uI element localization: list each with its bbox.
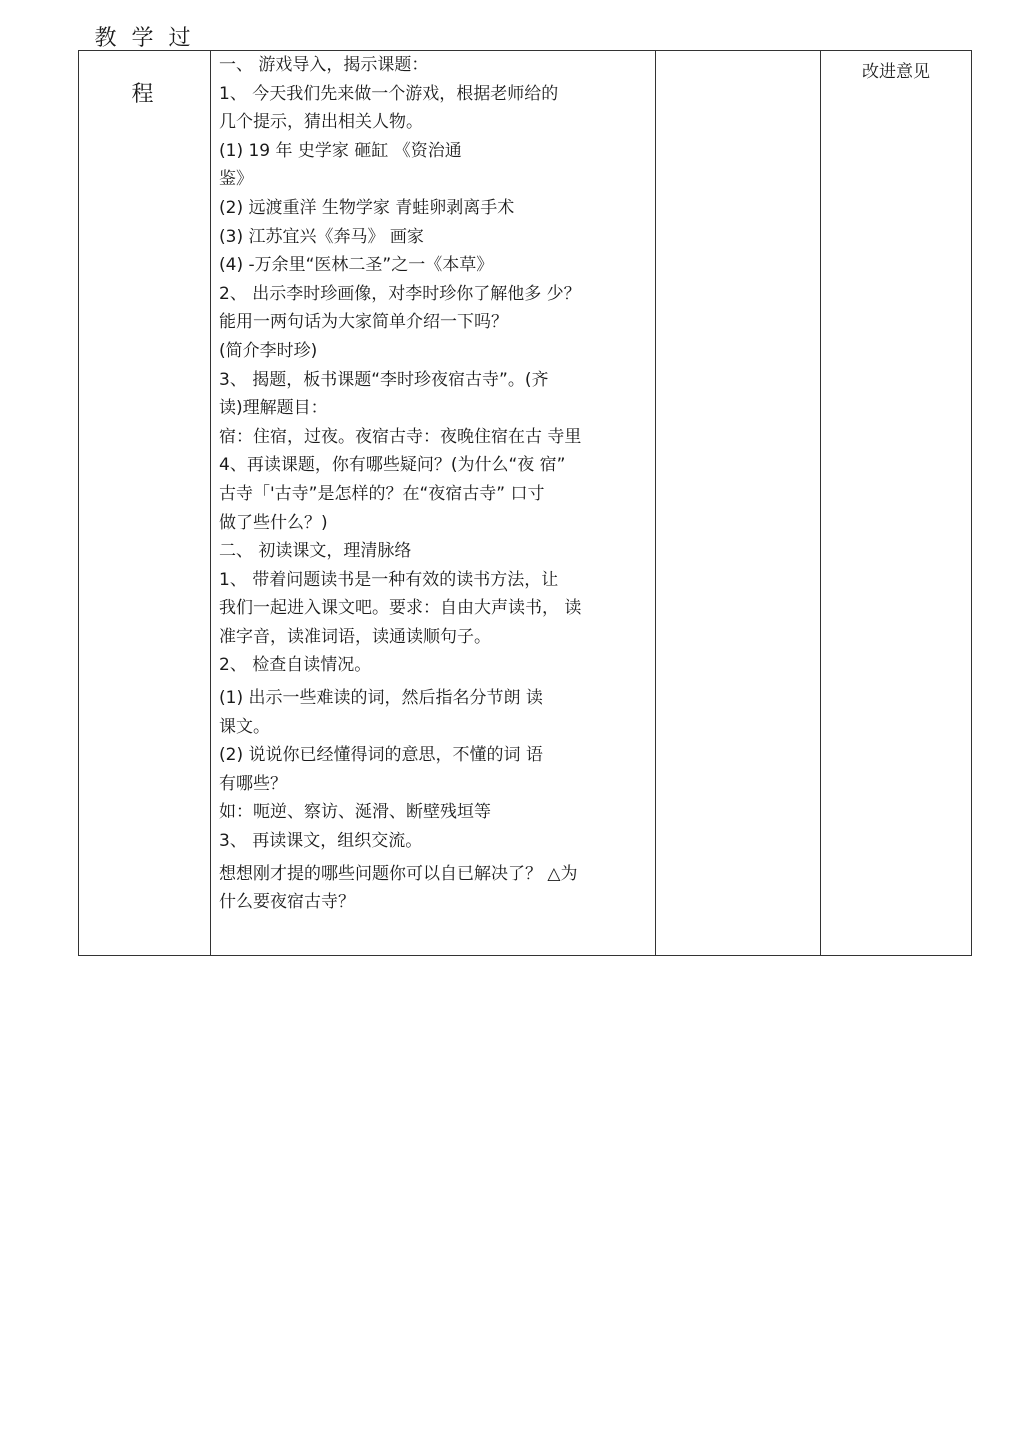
content-line: 宿：住宿，过夜。夜宿古寺：夜晚住宿在古 寺里	[219, 426, 582, 447]
content-line: 能用一两句话为大家简单介绍一下吗？	[219, 312, 508, 333]
content-line: 4、再读课题，你有哪些疑问？(为什么“夜 宿”	[219, 455, 566, 476]
content-line: (4) -万余里“医林二圣”之一《本草》	[219, 255, 494, 276]
content-line: 古寺「'古寺”是怎样的？在“夜宿古寺” 口寸	[219, 483, 545, 504]
teaching-content-cell	[211, 51, 656, 956]
content-line: 想想刚才提的哪些问题你可以自已解决了？ △为	[219, 863, 578, 884]
teaching-content	[211, 51, 655, 917]
content-line: 3、 再读课文，组织交流。	[219, 831, 423, 852]
content-line: (2) 远渡重洋 生物学家 青蛙卵剥离手术	[219, 197, 515, 218]
content-line: (1) 出示一些难读的词，然后指名分节朗 读	[219, 688, 543, 709]
content-line: 读)理解题目：	[219, 398, 328, 419]
section-label-line1: 教 学 过	[94, 26, 195, 51]
content-line: 什么要夜宿古寺？	[219, 892, 355, 913]
content-line: 准字音，读准词语，读通读顺句子。	[219, 626, 491, 647]
content-line: 做了些什么？)	[219, 512, 328, 533]
content-line: (简介李时珍)	[219, 340, 318, 361]
improvement-notes-cell	[821, 51, 972, 956]
content-line: 2、 出示李时珍画像，对李时珍你了解他多 少？	[219, 283, 581, 304]
content-line: 二、 初读课文，理清脉络	[219, 541, 412, 562]
content-line: 我们一起进入课文吧。要求：自由大声读书， 读	[219, 598, 582, 619]
content-line: 鉴》	[219, 169, 253, 190]
content-line: (3) 江苏宜兴《奔马》 画家	[219, 226, 424, 247]
lesson-plan-table	[78, 26, 972, 956]
section-label-cell	[79, 26, 211, 956]
section-label-line2: 程	[131, 82, 158, 107]
content-line: 有哪些？	[219, 773, 287, 794]
empty-column-cell	[656, 51, 821, 956]
section-label	[79, 11, 210, 123]
content-line: 1、 带着问题读书是一种有效的读书方法，让	[219, 569, 559, 590]
table-row	[79, 51, 972, 956]
content-line: 几个提示，猜出相关人物。	[219, 112, 423, 133]
content-line: 一、 游戏导入，揭示课题：	[219, 55, 429, 75]
content-line: (2) 说说你已经懂得词的意思，不懂的词 语	[219, 745, 543, 766]
content-line: 1、 今天我们先来做一个游戏，根据老师给的	[219, 83, 559, 104]
content-line: 课文。	[219, 716, 270, 737]
content-line: 如：呃逆、察访、涎滑、断壁残垣等	[219, 802, 491, 823]
content-line: (1) 19 年 史学家 砸缸 《资治通	[219, 140, 462, 161]
content-line: 3、 揭题，板书课题“李时珍夜宿古寺”。(齐	[219, 369, 549, 390]
improvement-notes-header: 改进意见	[862, 62, 930, 82]
content-line: 2、 检查自读情况。	[219, 655, 372, 676]
